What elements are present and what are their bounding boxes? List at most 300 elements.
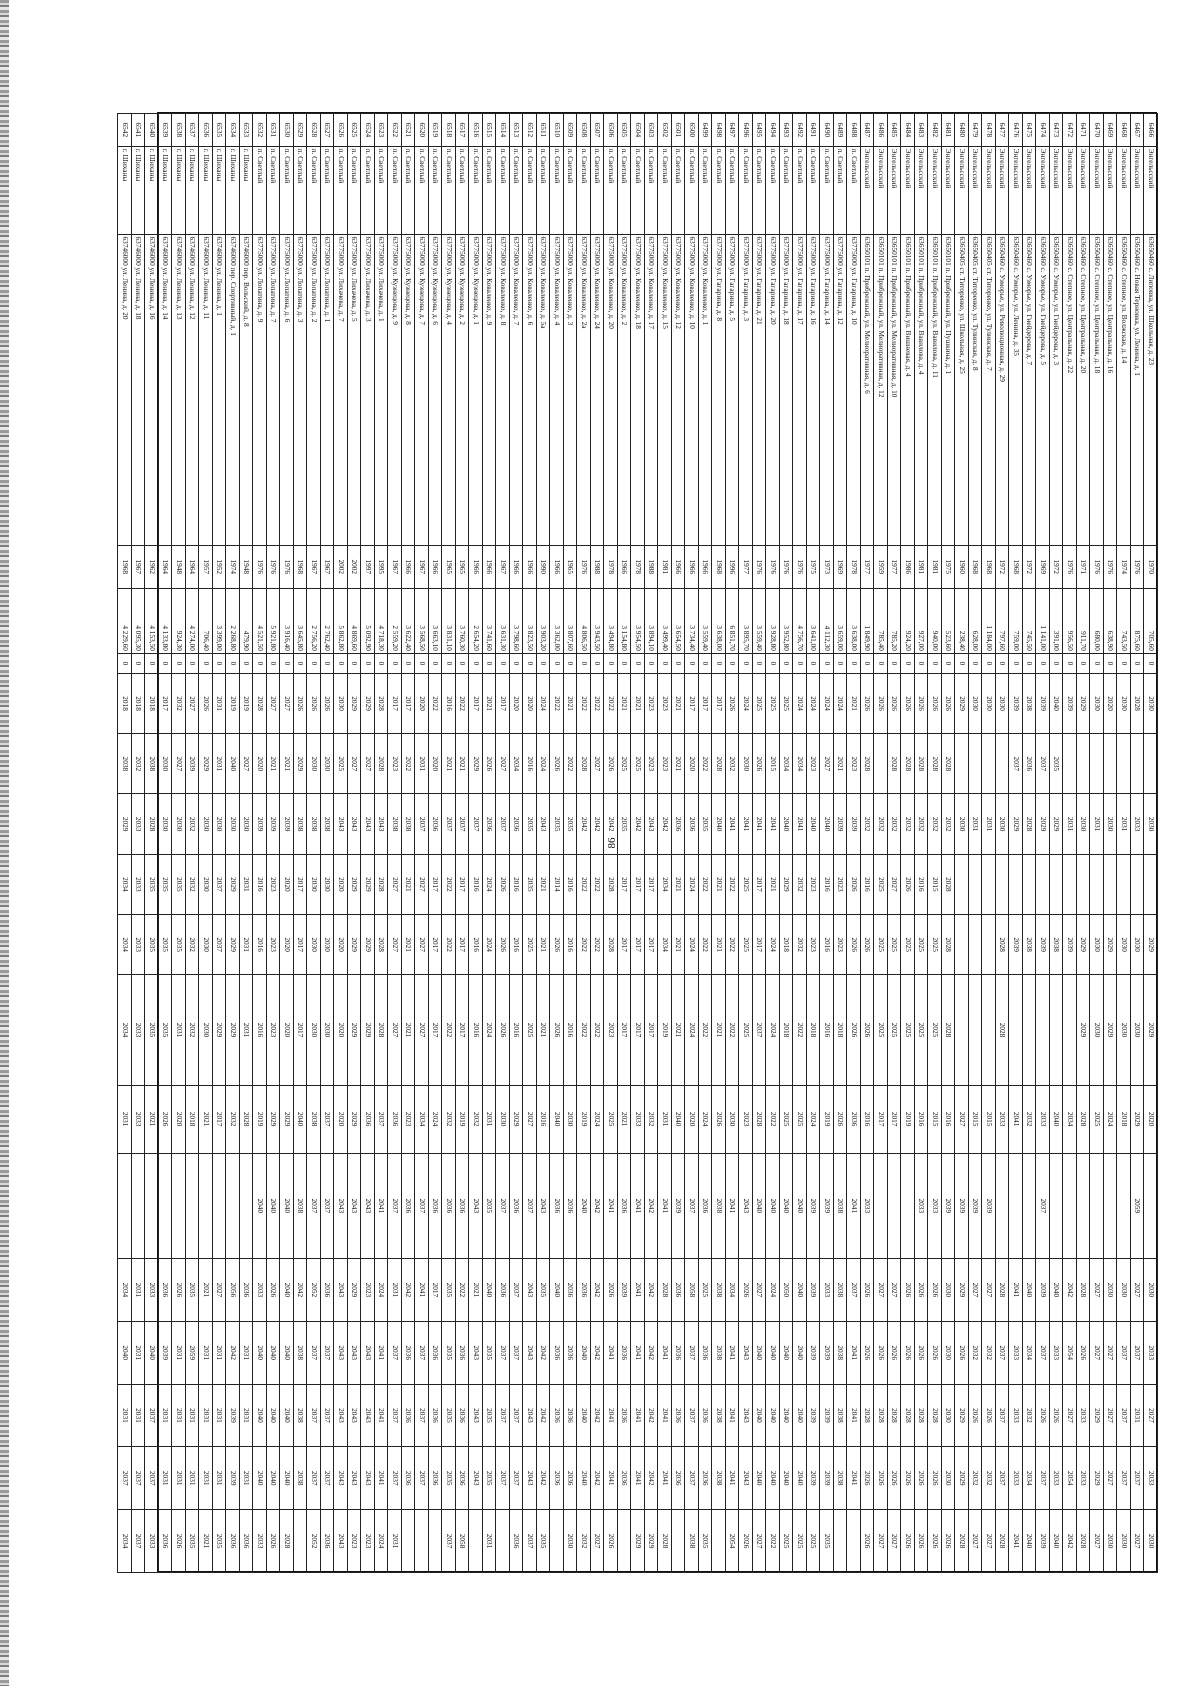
- table-cell: 2031: [213, 1321, 227, 1384]
- table-cell: 2041: [658, 1321, 672, 1384]
- table-cell: 2054: [1063, 1447, 1077, 1510]
- table-cell: 2025: [334, 734, 348, 794]
- table-cell: 63650460 с. Узморье, ул. Гнейдерова, д. 7: [1023, 234, 1037, 545]
- table-cell: 2021: [712, 915, 726, 975]
- table-cell: 2033: [1144, 1447, 1158, 1510]
- table-cell: 2026: [888, 1321, 902, 1384]
- table-cell: 2026: [915, 1259, 929, 1322]
- table-cell: 2018: [780, 975, 794, 1085]
- table-cell: Энгельсский: [955, 146, 969, 234]
- table-cell: 2028: [1077, 1510, 1091, 1573]
- table-cell: 63746000 пер. Вольский, д. 8: [240, 234, 254, 545]
- table-cell: 63775000 ул. Коваленко, д. 8: [496, 234, 510, 545]
- table-cell: 2031: [172, 1321, 186, 1384]
- table-cell: 63775000 ул. Лихачева, д. 3: [361, 234, 375, 545]
- table-cell: 3 654,50: [672, 588, 686, 653]
- table-cell: 1976: [1063, 545, 1077, 588]
- table-cell: 0: [132, 653, 146, 673]
- table-cell: 2017: [294, 975, 308, 1085]
- table-cell: 2029: [955, 1447, 969, 1510]
- table-cell: [1063, 854, 1077, 914]
- table-cell: 6497: [726, 114, 740, 147]
- table-cell: 2038: [294, 1384, 308, 1447]
- table-cell: 2034: [1023, 1447, 1037, 1510]
- table-cell: 2029: [267, 1085, 281, 1153]
- table-cell: 63775000 ул. Гагарина, д. 21: [753, 234, 767, 545]
- table-cell: 2042: [591, 1447, 605, 1510]
- table-cell: 2024: [537, 734, 551, 794]
- table-cell: 2019: [226, 673, 240, 733]
- table-cell: 2017: [294, 854, 308, 914]
- table-cell: 2037: [415, 1321, 429, 1384]
- table-cell: 2026: [604, 734, 618, 794]
- table-cell: 706,40: [199, 588, 213, 653]
- table-cell: 2027: [753, 1259, 767, 1322]
- table-cell: [1023, 854, 1037, 914]
- table-cell: 2041: [726, 1447, 740, 1510]
- table-row: [172, 114, 186, 1573]
- table-cell: 797,60: [996, 588, 1010, 653]
- table-cell: 2032: [1023, 1085, 1037, 1153]
- table-cell: 0: [1117, 653, 1131, 673]
- table-cell: 2023: [847, 734, 861, 794]
- table-cell: 2042: [631, 794, 645, 854]
- table-row: [1036, 114, 1050, 1573]
- table-cell: 2016: [253, 915, 267, 975]
- table-cell: 0: [577, 653, 591, 673]
- table-cell: 2022: [442, 975, 456, 1085]
- table-cell: 1957: [199, 545, 213, 588]
- table-cell: 2033: [132, 794, 146, 854]
- table-cell: 2058: [685, 1259, 699, 1322]
- table-cell: 0: [834, 653, 848, 673]
- table-cell: 2030: [199, 794, 213, 854]
- table-cell: 4 112,30: [820, 588, 834, 653]
- table-cell: 0: [780, 653, 794, 673]
- table-cell: 2031: [159, 1384, 173, 1447]
- table-cell: п. Светлый: [807, 146, 821, 234]
- table-cell: Энгельсский: [901, 146, 915, 234]
- table-cell: [240, 1153, 254, 1258]
- table-cell: 6519: [429, 114, 443, 147]
- table-cell: 2017: [388, 673, 402, 733]
- table-cell: 2032: [186, 794, 200, 854]
- table-cell: 2043: [361, 1153, 375, 1258]
- table-cell: 2022: [577, 854, 591, 914]
- table-cell: 4 095,30: [132, 588, 146, 653]
- table-cell: 2030: [996, 794, 1010, 854]
- table-cell: 0: [888, 653, 902, 673]
- table-cell: 2017: [429, 915, 443, 975]
- table-row: [199, 114, 213, 1573]
- table-cell: 785,40: [874, 588, 888, 653]
- table-cell: 63650460 с. Новая Терновка, ул. Ленина, д. 1: [1131, 234, 1145, 545]
- table-cell: 6467: [1131, 114, 1145, 147]
- table-cell: 0: [658, 653, 672, 673]
- table-cell: 2029: [226, 915, 240, 975]
- table-cell: 2028: [145, 794, 159, 854]
- table-cell: 2037: [847, 1259, 861, 1322]
- table-cell: 2041: [375, 1153, 389, 1258]
- table-cell: 2031: [658, 1085, 672, 1153]
- table-cell: 2042: [1063, 1259, 1077, 1322]
- table-cell: 0: [766, 653, 780, 673]
- table-row: [334, 114, 348, 1573]
- table-cell: 63746000 ул. Ленина, д. 13: [172, 234, 186, 545]
- table-cell: 2017: [429, 975, 443, 1085]
- table-cell: 2040: [1023, 1259, 1037, 1322]
- table-cell: 2024: [1104, 1085, 1118, 1153]
- table-cell: 2032: [982, 1321, 996, 1384]
- table-cell: 2036: [402, 1447, 416, 1510]
- table-cell: [415, 1510, 429, 1573]
- table-cell: 0: [483, 653, 497, 673]
- table-cell: 0: [307, 653, 321, 673]
- table-cell: 2016: [564, 915, 578, 975]
- table-cell: 2031: [240, 1447, 254, 1510]
- table-cell: 2042: [537, 1447, 551, 1510]
- table-cell: 2040: [550, 1259, 564, 1322]
- table-cell: [1036, 854, 1050, 914]
- table-cell: 2035: [483, 1153, 497, 1258]
- table-cell: 0: [1050, 653, 1064, 673]
- table-cell: 2052: [307, 1259, 321, 1322]
- table-cell: 2036: [672, 1321, 686, 1384]
- table-cell: 2032: [793, 854, 807, 914]
- table-cell: 2027: [348, 734, 362, 794]
- table-cell: 2024: [591, 1085, 605, 1153]
- table-cell: 2023: [834, 915, 848, 975]
- table-cell: 0: [874, 653, 888, 673]
- table-cell: 6502: [658, 114, 672, 147]
- table-cell: 2016: [564, 854, 578, 914]
- table-cell: п. Светлый: [834, 146, 848, 234]
- table-cell: 2026: [1036, 1384, 1050, 1447]
- table-cell: 0: [645, 653, 659, 673]
- table-cell: 2033: [132, 915, 146, 975]
- table-cell: 2021: [456, 734, 470, 794]
- table-cell: п. Светлый: [510, 146, 524, 234]
- table-cell: 1976: [1131, 545, 1145, 588]
- table-cell: 2041: [658, 1447, 672, 1510]
- table-cell: 0: [564, 653, 578, 673]
- table-cell: 2037: [510, 1447, 524, 1510]
- table-cell: 1 849,90: [861, 588, 875, 653]
- table-cell: 0: [294, 653, 308, 673]
- table-cell: 6 851,70: [726, 588, 740, 653]
- table-cell: 2025: [874, 975, 888, 1085]
- table-cell: 2033: [1036, 1085, 1050, 1153]
- table-cell: 2028: [888, 1384, 902, 1447]
- table-cell: 2025: [901, 915, 915, 975]
- table-cell: 6469: [1104, 114, 1118, 147]
- table-cell: 63650460 с. Узморье, ул. Ленина, д. 35: [1009, 234, 1023, 545]
- table-cell: 2029: [510, 1085, 524, 1153]
- table-cell: 2030: [321, 915, 335, 975]
- table-cell: 1962: [145, 545, 159, 588]
- table-cell: 1967: [388, 545, 402, 588]
- table-cell: 2023: [658, 673, 672, 733]
- table-cell: 2029: [469, 734, 483, 794]
- table-cell: 2017: [496, 673, 510, 733]
- table-cell: п. Светлый: [591, 146, 605, 234]
- table-cell: 2030: [1117, 673, 1131, 733]
- table-cell: 2025: [901, 975, 915, 1085]
- table-cell: 2039: [1036, 1510, 1050, 1573]
- table-cell: 2037: [1117, 1384, 1131, 1447]
- table-cell: 2019: [240, 673, 254, 733]
- table-cell: 2035: [699, 1510, 713, 1573]
- table-cell: 2029: [213, 975, 227, 1085]
- table-cell: 2027: [172, 734, 186, 794]
- table-cell: 2022: [577, 673, 591, 733]
- table-cell: 2043: [537, 794, 551, 854]
- table-cell: 638,90: [1104, 588, 1118, 653]
- table-cell: 2037: [415, 1447, 429, 1510]
- table-cell: 2037: [307, 1384, 321, 1447]
- table-row: [685, 114, 699, 1573]
- table-cell: 2026: [307, 673, 321, 733]
- table-row: [456, 114, 470, 1573]
- table-cell: 1966: [429, 545, 443, 588]
- table-cell: 2031: [132, 1259, 146, 1322]
- table-cell: 63650460 с. Степное, ул. Центральная, д. 18: [1090, 234, 1104, 545]
- table-cell: 2029: [361, 673, 375, 733]
- table-cell: 63775000 ул. Коваленко, д. 10: [685, 234, 699, 545]
- table-row: [982, 114, 996, 1573]
- table-cell: 2035: [618, 794, 632, 854]
- table-cell: 2026: [172, 1510, 186, 1573]
- table-cell: г. Шиханы: [132, 146, 146, 234]
- table-cell: 2026: [928, 1447, 942, 1510]
- table-cell: 63775000 ул. Лихачева, д. 1: [375, 234, 389, 545]
- table-cell: 0: [321, 653, 335, 673]
- table-cell: 2028: [753, 1085, 767, 1153]
- table-cell: 2026: [928, 1259, 942, 1322]
- table-row: [672, 114, 686, 1573]
- table-cell: [982, 854, 996, 914]
- table-cell: [834, 1510, 848, 1573]
- table-cell: 1976: [253, 545, 267, 588]
- table-cell: Энгельсский: [1023, 146, 1037, 234]
- table-cell: 6483: [915, 114, 929, 147]
- table-cell: 2032: [186, 915, 200, 975]
- table-cell: 2026: [928, 1510, 942, 1573]
- table-cell: 0: [388, 653, 402, 673]
- table-cell: 2042: [658, 794, 672, 854]
- table-cell: 2027: [523, 1085, 537, 1153]
- table-cell: 479,90: [240, 588, 254, 653]
- table-cell: 63650460 с. Узморье, ул. Революционная, д. 29: [996, 234, 1010, 545]
- table-cell: 2031: [172, 1384, 186, 1447]
- table-cell: 3 734,40: [685, 588, 699, 653]
- table-cell: 1968: [118, 545, 132, 588]
- table-cell: 2029: [294, 734, 308, 794]
- table-row: [469, 114, 483, 1573]
- table-cell: 2036: [321, 1259, 335, 1322]
- table-cell: 2027: [1131, 1259, 1145, 1322]
- table-cell: 2039: [955, 1153, 969, 1258]
- table-cell: 2025: [915, 915, 929, 975]
- table-cell: 785,20: [888, 588, 902, 653]
- table-cell: Энгельсский: [1050, 146, 1064, 234]
- table-cell: 2021: [199, 1259, 213, 1322]
- table-cell: 2036: [564, 1384, 578, 1447]
- table-cell: 2027: [388, 854, 402, 914]
- table-cell: 2038: [712, 1447, 726, 1510]
- table-cell: [199, 1153, 213, 1258]
- table-cell: 2022: [456, 673, 470, 733]
- table-cell: 2026: [739, 1259, 753, 1322]
- table-cell: 6529: [294, 114, 308, 147]
- table-cell: 2030: [307, 915, 321, 975]
- table-cell: 2038: [834, 1447, 848, 1510]
- table-cell: 0: [861, 653, 875, 673]
- table-cell: 2039: [226, 1447, 240, 1510]
- table-cell: 63775000 ул. Гагарина, д. 8: [712, 234, 726, 545]
- table-cell: 2038: [388, 794, 402, 854]
- table-cell: 2039: [1036, 915, 1050, 975]
- table-cell: 0: [442, 653, 456, 673]
- table-cell: 1967: [415, 545, 429, 588]
- table-cell: [145, 1153, 159, 1258]
- table-cell: 2024: [483, 915, 497, 975]
- table-cell: 63775000 ул. Коваленко, д. 2а: [577, 234, 591, 545]
- table-cell: 1968: [712, 545, 726, 588]
- table-cell: 2029: [118, 794, 132, 854]
- table-cell: 0: [901, 653, 915, 673]
- table-cell: 2026: [888, 673, 902, 733]
- table-cell: 2031: [213, 1384, 227, 1447]
- table-cell: 2042: [591, 1153, 605, 1258]
- table-cell: 2040: [780, 794, 794, 854]
- table-cell: [901, 1153, 915, 1258]
- table-cell: [1104, 734, 1118, 794]
- table-cell: 0: [942, 653, 956, 673]
- table-cell: 2032: [928, 794, 942, 854]
- table-cell: 2036: [699, 1153, 713, 1258]
- table-cell: 2037: [321, 1321, 335, 1384]
- table-cell: [213, 1153, 227, 1258]
- table-cell: 2016: [253, 975, 267, 1085]
- table-cell: 2033: [132, 975, 146, 1085]
- table-cell: 2059: [1131, 1153, 1145, 1258]
- table-cell: 2025: [915, 975, 929, 1085]
- table-cell: 63650101 п. Прибрежный, ул. Мелиоративная, д. 6: [861, 234, 875, 545]
- table-cell: 2018: [118, 673, 132, 733]
- table-row: [645, 114, 659, 1573]
- table-cell: [1077, 854, 1091, 914]
- table-cell: 0: [618, 653, 632, 673]
- table-cell: 3 568,50: [415, 588, 429, 653]
- table-cell: 2029: [348, 975, 362, 1085]
- table-cell: 2025: [1090, 1085, 1104, 1153]
- table-cell: 2025: [928, 915, 942, 975]
- table-cell: 63650460 с. Узморье, ул. Гнейдерова, д. 3: [1050, 234, 1064, 545]
- table-cell: [1077, 734, 1091, 794]
- table-cell: 2017: [469, 673, 483, 733]
- table-cell: 2025: [739, 854, 753, 914]
- table-cell: 2028: [861, 1384, 875, 1447]
- table-cell: [1009, 975, 1023, 1085]
- table-cell: 3 154,80: [618, 588, 632, 653]
- table-cell: 2026: [901, 1321, 915, 1384]
- table-cell: 2032: [942, 794, 956, 854]
- table-cell: 63775000 ул. Коваленко, д. 4: [550, 234, 564, 545]
- table-cell: 0: [145, 653, 159, 673]
- table-cell: Энгельсский: [1090, 146, 1104, 234]
- table-cell: 0: [402, 653, 416, 673]
- table-cell: 2030: [942, 1447, 956, 1510]
- table-cell: [1023, 975, 1037, 1085]
- table-cell: 2018: [1117, 1085, 1131, 1153]
- table-cell: 2035: [564, 794, 578, 854]
- table-cell: 2017: [429, 1259, 443, 1322]
- table-cell: 2035: [159, 854, 173, 914]
- table-cell: 2024: [483, 854, 497, 914]
- table-cell: 0: [699, 653, 713, 673]
- table-cell: 2021: [469, 1259, 483, 1322]
- table-cell: п. Светлый: [564, 146, 578, 234]
- table-cell: 1966: [523, 545, 537, 588]
- table-cell: 2020: [685, 734, 699, 794]
- table-cell: 2030: [1117, 1510, 1131, 1573]
- table-cell: 2040: [753, 1321, 767, 1384]
- table-cell: 2031: [240, 1384, 254, 1447]
- table-cell: 2033: [1131, 794, 1145, 854]
- table-row: [874, 114, 888, 1573]
- table-cell: 2018: [186, 1085, 200, 1153]
- table-cell: 1975: [807, 545, 821, 588]
- table-cell: 1972: [996, 545, 1010, 588]
- table-cell: 2036: [429, 1447, 443, 1510]
- table-cell: 1976: [267, 545, 281, 588]
- table-cell: 2026: [861, 673, 875, 733]
- table-cell: 1968: [294, 545, 308, 588]
- table-cell: 2021: [145, 1085, 159, 1153]
- table-cell: 6520: [415, 114, 429, 147]
- table-cell: 3 798,60: [510, 588, 524, 653]
- table-cell: 1995: [375, 545, 389, 588]
- table-cell: [1077, 1153, 1091, 1258]
- table-cell: 2027: [1063, 1384, 1077, 1447]
- table-cell: 2030: [321, 975, 335, 1085]
- table-cell: 2043: [645, 794, 659, 854]
- table-cell: 2036: [402, 1153, 416, 1258]
- table-row: [753, 114, 767, 1573]
- table-cell: 0: [739, 653, 753, 673]
- table-cell: [982, 734, 996, 794]
- table-cell: г. Шиханы: [186, 146, 200, 234]
- table-cell: 4 274,00: [186, 588, 200, 653]
- table-cell: 63746000 ул. Ленина, д. 1: [213, 234, 227, 545]
- table-cell: 2033: [1009, 1384, 1023, 1447]
- table-cell: 2041: [847, 1153, 861, 1258]
- table-cell: 0: [253, 653, 267, 673]
- table-cell: 2030: [321, 734, 335, 794]
- table-cell: 2041: [631, 1153, 645, 1258]
- table-cell: 2034: [726, 1259, 740, 1322]
- table-cell: 2042: [402, 1259, 416, 1322]
- table-cell: 1966: [699, 545, 713, 588]
- table-cell: 2026: [483, 734, 497, 794]
- table-cell: 2016: [915, 1085, 929, 1153]
- table-cell: 2021: [766, 854, 780, 914]
- table-cell: 2031: [172, 1447, 186, 1510]
- table-cell: 5 862,80: [334, 588, 348, 653]
- table-cell: 2038: [321, 794, 335, 854]
- table-row: [132, 114, 146, 1573]
